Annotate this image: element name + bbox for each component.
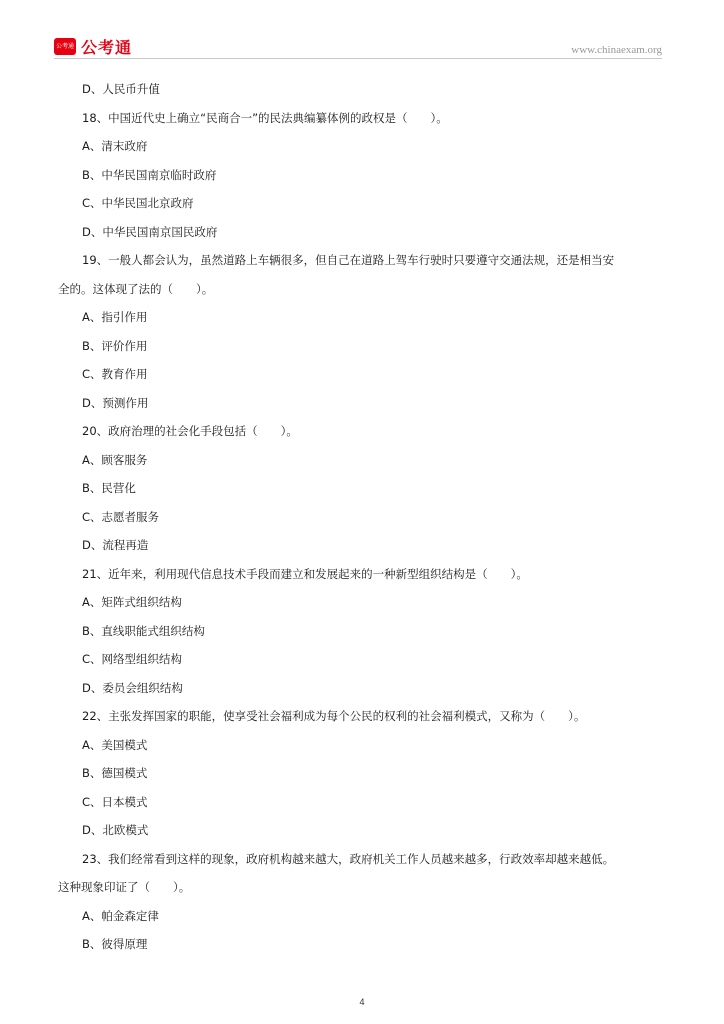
answer-option: C、志愿者服务 xyxy=(82,509,160,524)
answer-option: D、流程再造 xyxy=(82,538,149,552)
answer-option: A、美国模式 xyxy=(82,737,148,752)
answer-option: B、中华民国南京临时政府 xyxy=(82,167,217,182)
answer-option: D、委员会组织结构 xyxy=(82,680,183,695)
answer-option: A、矩阵式组织结构 xyxy=(82,595,182,609)
question-text: 18、中国近代史上确立“民商合一”的民法典编纂体例的政权是（ ）。 xyxy=(82,110,448,125)
question-text-continued: 这种现象印证了（ ）。 xyxy=(58,880,191,894)
answer-option: B、直线职能式组织结构 xyxy=(82,623,205,638)
page-number: 4 xyxy=(359,997,365,1007)
brand-logo[interactable] xyxy=(54,35,132,58)
answer-option: A、帕金森定律 xyxy=(82,908,159,923)
answer-option: B、民营化 xyxy=(82,481,136,495)
answer-option: D、预测作用 xyxy=(82,395,149,410)
question-text: 19、一般人都会认为，虽然道路上车辆很多，但自己在道路上驾车行驶时只要遵守交通法规，还是相当安 xyxy=(82,253,615,267)
answer-option: D、北欧模式 xyxy=(82,823,149,837)
question-text: 20、政府治理的社会化手段包括（ ）。 xyxy=(82,424,298,438)
answer-option: D、中华民国南京国民政府 xyxy=(82,224,218,239)
question-text: 23、我们经常看到这样的现象，政府机构越来越大，政府机关工作人员越来越多，行政效率却越来越低。 xyxy=(82,851,615,866)
answer-option: A、指引作用 xyxy=(82,310,148,324)
answer-option: C、日本模式 xyxy=(82,794,148,809)
logo-icon: 公考通 xyxy=(54,38,76,55)
answer-option: B、评价作用 xyxy=(82,338,148,353)
exam-content xyxy=(58,75,677,959)
answer-option: C、教育作用 xyxy=(82,367,148,381)
answer-option: D、人民币升值 xyxy=(82,82,160,96)
answer-option: A、清末政府 xyxy=(82,139,148,153)
answer-option: C、中华民国北京政府 xyxy=(82,196,194,210)
page-header xyxy=(0,0,724,64)
answer-option: A、顾客服务 xyxy=(82,452,148,467)
question-text: 21、近年来，利用现代信息技术手段而建立和发展起来的一种新型组织结构是（ ）。 xyxy=(82,566,528,581)
question-text-continued: 全的。这体现了法的（ ）。 xyxy=(58,281,214,296)
question-text: 22、主张发挥国家的职能，使享受社会福利成为每个公民的权利的社会福利模式，又称为（ ）。 xyxy=(82,709,586,723)
answer-option: B、德国模式 xyxy=(82,766,148,780)
answer-option: C、网络型组织结构 xyxy=(82,652,183,666)
logo-text: 公考通 xyxy=(81,38,133,57)
header-divider xyxy=(54,58,662,59)
site-url[interactable]: www.chinaexam.org xyxy=(571,44,662,56)
answer-option: B、彼得原理 xyxy=(82,937,148,951)
